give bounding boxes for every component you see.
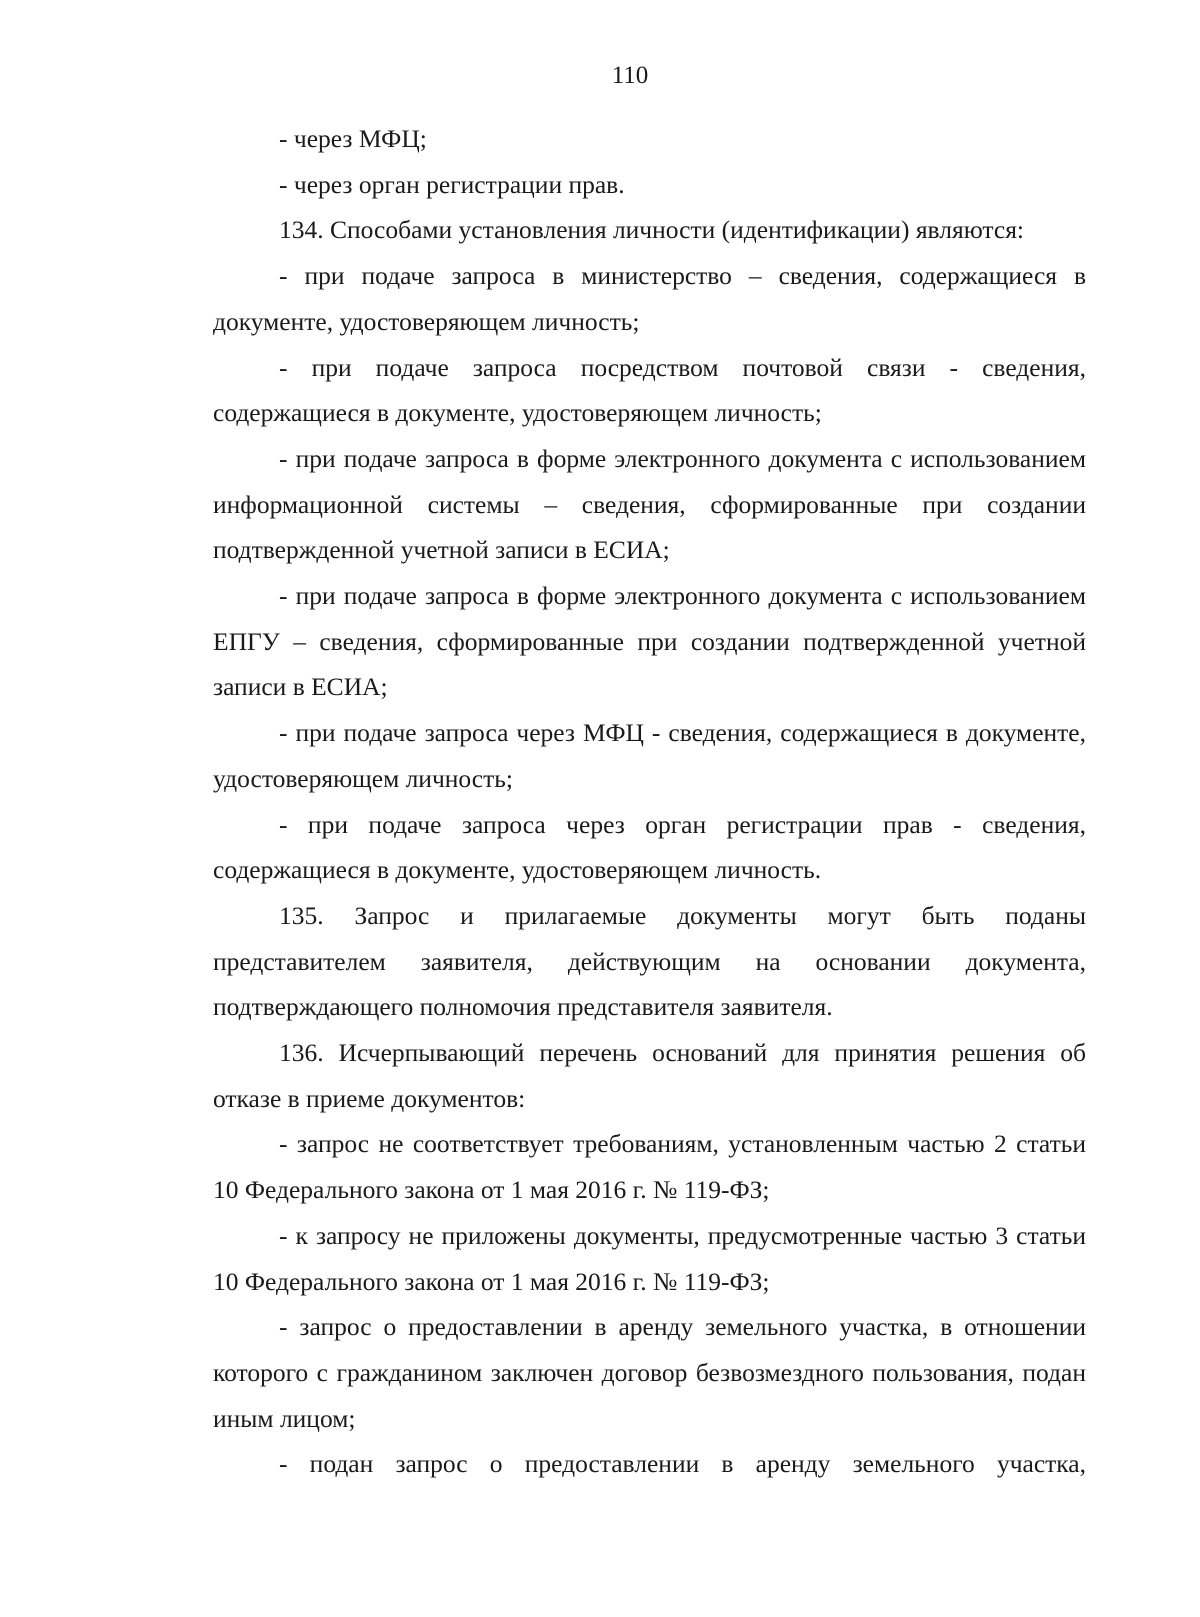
paragraph: - через МФЦ; bbox=[279, 124, 427, 153]
paragraph: - при подаче запроса через орган регистрации прав - сведения, содержащиеся в документе, удостоверяющем личность. bbox=[213, 809, 1086, 885]
paragraph: 136. Исчерпывающий перечень оснований для принятия решения об отказе в приеме документов: bbox=[213, 1038, 1086, 1113]
document-body bbox=[213, 116, 1086, 1487]
paragraph: - при подаче запроса посредством почтовой связи - сведения, содержащиеся в документе, удостоверяющем личность; bbox=[213, 352, 1086, 428]
paragraph: - при подаче запроса через МФЦ - сведения, содержащиеся в документе, удостоверяющем личность; bbox=[213, 718, 1086, 793]
paragraph: - при подаче запроса в министерство – сведения, содержащиеся в документе, удостоверяющем личность; bbox=[213, 261, 1086, 336]
paragraph: - через орган регистрации прав. bbox=[279, 169, 625, 199]
paragraph: 134. Способами установления личности (идентификации) являются: bbox=[279, 215, 1025, 245]
paragraph: - запрос о предоставлении в аренду земельного участка, в отношении которого с гражданином заключен договор безвозмездного пользования, подан иным лицом; bbox=[213, 1312, 1086, 1433]
paragraph: - при подаче запроса в форме электронного документа с использованием ЕПГУ – сведения, сформированные при создании подтвержденной учетной записи в ЕСИА; bbox=[213, 581, 1086, 702]
paragraph: - при подаче запроса в форме электронного документа с использованием информационной системы – сведения, сформированные при создании подтвержденной учетной записи в ЕСИА; bbox=[213, 443, 1086, 565]
page-number: 110 bbox=[611, 62, 649, 89]
paragraph: 135. Запрос и прилагаемые документы могут быть поданы представителем заявителя, действующим на основании документа, подтверждающего полномочия представителя заявителя. bbox=[213, 900, 1086, 1022]
paragraph: - запрос не соответствует требованиям, установленным частью 2 статьи 10 Федерального закона от 1 мая 2016 г. № 119-ФЗ; bbox=[213, 1129, 1086, 1205]
paragraph: - к запросу не приложены документы, предусмотренные частью 3 статьи 10 Федерального закона от 1 мая 2016 г. № 119-ФЗ; bbox=[213, 1220, 1086, 1296]
paragraph: - подан запрос о предоставлении в аренду земельного участка, bbox=[279, 1449, 1086, 1479]
